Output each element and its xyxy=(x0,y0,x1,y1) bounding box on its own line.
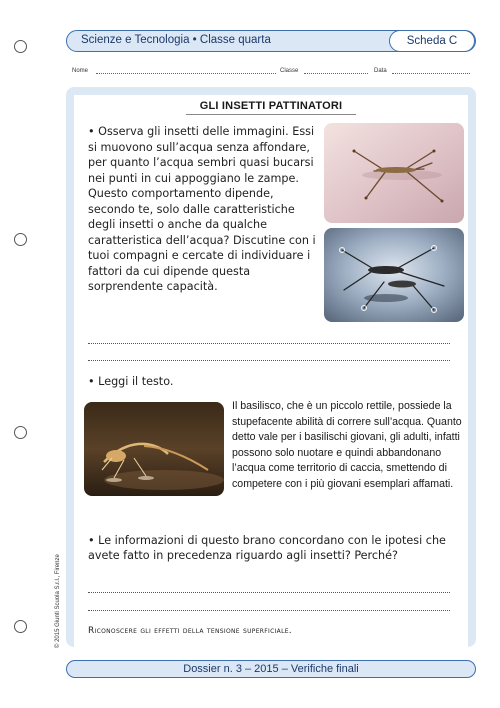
water-strider-photo xyxy=(324,123,464,223)
learning-objective: Riconoscere gli effetti della tensione superficiale. xyxy=(88,626,292,636)
footer-label: Dossier n. 3 – 2015 – Verifiche finali xyxy=(183,663,359,675)
question-3: • Le informazioni di questo brano concordano con le ipotesi che avete fatto in precedenza riguardo agli insetti? Perché? xyxy=(88,534,446,562)
sheet-label: Scheda C xyxy=(389,30,475,52)
basilisk-passage: Il basilisco, che è un piccolo rettile, possiede la stupefacente abilità di correre sull’acqua. Quanto detto vale per i basilischi giovani, gli adulti, infatti possono solo nuotare e quindi abbandonano l’acqua come territorio di caccia, smettendo di competere con i più giovani esemplari affamati. xyxy=(232,400,462,490)
date-label: Data xyxy=(374,68,387,74)
question-2: • Leggi il testo. xyxy=(88,375,174,388)
basilisk-photo xyxy=(84,402,224,496)
date-field[interactable] xyxy=(392,73,470,74)
class-field[interactable] xyxy=(304,73,368,74)
footer-bar xyxy=(66,660,476,678)
name-field[interactable] xyxy=(96,73,276,74)
answer-line[interactable] xyxy=(88,592,450,593)
header-bar xyxy=(66,30,476,52)
binder-hole xyxy=(14,233,27,246)
title-underline xyxy=(186,114,356,115)
answer-line[interactable] xyxy=(88,343,450,344)
answer-line[interactable] xyxy=(88,610,450,611)
worksheet-title: GLI INSETTI PATTINATORI xyxy=(199,100,343,112)
copyright-notice: © 2015 Giunti Scuola S.r.l., Firenze xyxy=(55,554,61,648)
student-fields xyxy=(72,68,472,80)
name-label: Nome xyxy=(72,68,89,74)
binder-hole xyxy=(14,620,27,633)
answer-line[interactable] xyxy=(88,360,450,361)
subject-label: Scienze e Tecnologia • Classe quarta xyxy=(81,34,271,46)
water-striders-photo xyxy=(324,228,464,322)
question-1: • Osserva gli insetti delle immagini. Essi si muovono sull’acqua senza affondare, per quanto l’acqua sembri quasi bucarsi nei punti in cui appoggiano le zampe. Questo comportamento dipende, secondo te, solo dalle caratteristiche degli insetti o anche da qualche caratteristica dell’acqua? Discutine con i tuoi compagni e cercate di individuare i fattori da cui dipende questa sorprendente capacità. xyxy=(88,125,316,293)
class-label: Classe xyxy=(280,68,299,74)
binder-hole xyxy=(14,40,27,53)
binder-hole xyxy=(14,426,27,439)
